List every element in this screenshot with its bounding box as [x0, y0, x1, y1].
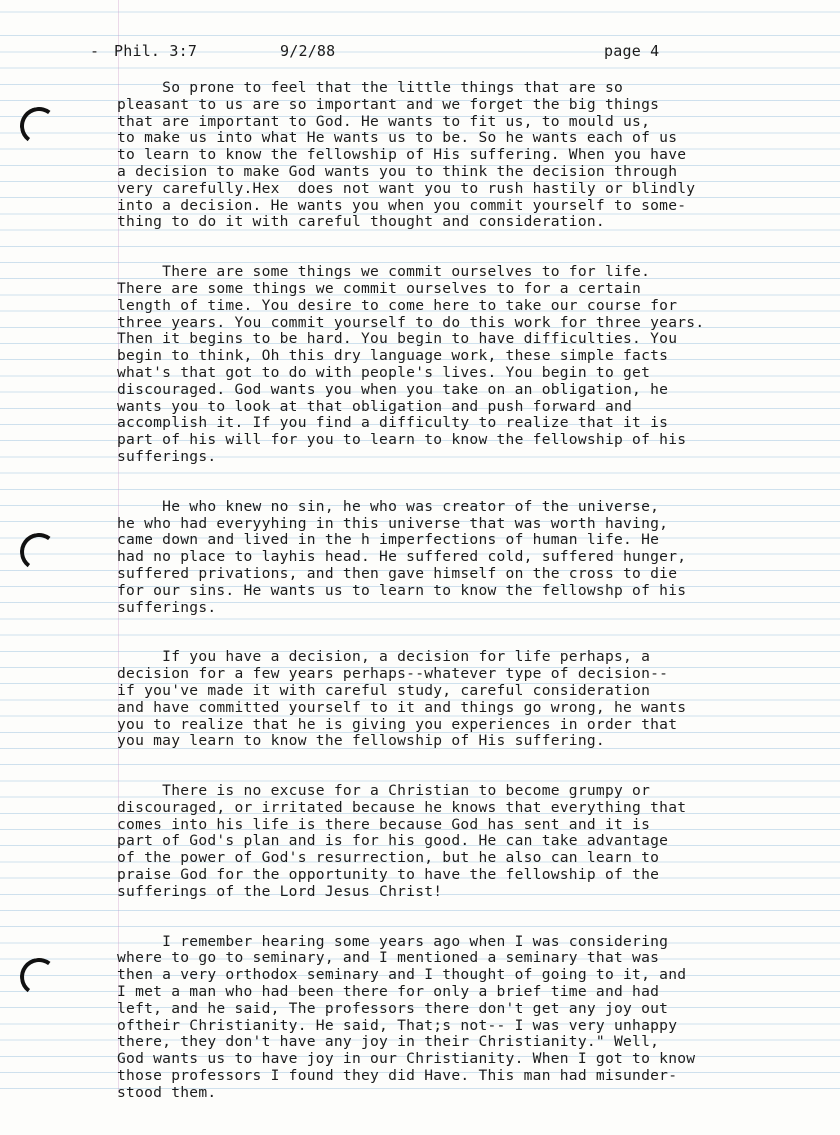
text-line: three years. You commit yourself to do this work for three years.	[117, 313, 705, 331]
text-line: left, and he said, The professors there don't get any joy out	[117, 999, 669, 1017]
text-line: discouraged. God wants you when you take on an obligation, he	[117, 380, 669, 398]
text-line: then a very orthodox seminary and I thought of going to it, and	[117, 966, 687, 984]
punch-hole	[18, 105, 61, 148]
text-line: very carefully.Hex does not want you to rush hastily or blindly	[117, 179, 696, 197]
text-line: there, they don't have any joy in their Christianity." Well,	[117, 1033, 660, 1051]
text-line: begin to think, Oh this dry language work, these simple facts	[117, 347, 669, 365]
text-line: comes into his life is there because God has sent and it is	[117, 815, 651, 833]
body-text	[117, 80, 797, 1135]
punch-hole	[18, 531, 61, 574]
text-line: and have committed yourself to it and things go wrong, he wants	[117, 698, 687, 716]
text-line: discouraged, or irritated because he knows that everything that	[117, 798, 687, 816]
punch-hole	[18, 956, 61, 999]
text-line: So prone to feel that the little things that are so	[117, 79, 624, 96]
text-line: There are some things we commit ourselves to for a certain	[117, 279, 642, 297]
text-line: God wants us to have joy in our Christianity. When I got to know	[117, 1050, 696, 1068]
page-number: page 4	[604, 42, 660, 60]
text-line: thing to do it with careful thought and consideration.	[117, 213, 605, 231]
text-line: sufferings of the Lord Jesus Christ!	[117, 882, 443, 900]
text-line: There is no excuse for a Christian to become grumpy or	[117, 782, 651, 800]
paragraph	[117, 934, 797, 1102]
text-line: he who had everyyhing in this universe that was worth having,	[117, 514, 669, 532]
text-line: for our sins. He wants us to learn to know the fellowshp of his	[117, 581, 687, 599]
text-line: If you have a decision, a decision for life perhaps, a	[117, 648, 651, 666]
text-line: part of God's plan and is for his good. He can take advantage	[117, 832, 669, 850]
text-line: I remember hearing some years ago when I was considering	[117, 932, 669, 950]
text-line: sufferings.	[117, 447, 217, 465]
text-line: those professors I found they did Have. This man had misunder-	[117, 1067, 678, 1085]
text-line: suffered privations, and then gave himself on the cross to die	[117, 564, 678, 582]
text-line: into a decision. He wants you when you commit yourself to some-	[117, 196, 687, 214]
text-line: if you've made it with careful study, careful consideration	[117, 681, 651, 699]
text-line: There are some things we commit ourselves to for life.	[117, 263, 651, 281]
text-line: part of his will for you to learn to know the fellowship of his	[117, 431, 687, 449]
text-line: oftheir Christianity. He said, That;s not-- I was very unhappy	[117, 1016, 678, 1034]
text-line: Then it begins to be hard. You begin to have difficulties. You	[117, 330, 678, 348]
header-dash: -	[90, 42, 100, 60]
paragraph	[117, 649, 797, 750]
text-line: came down and lived in the h imperfections of human life. He	[117, 531, 660, 549]
page-date: 9/2/88	[280, 42, 336, 60]
text-line: had no place to layhis head. He suffered cold, suffered hunger,	[117, 548, 687, 566]
text-line: where to go to seminary, and I mentioned a seminary that was	[117, 949, 660, 967]
text-line: you to realize that he is giving you experiences in order that	[117, 715, 678, 733]
text-line: decision for a few years perhaps--whatever type of decision--	[117, 665, 669, 683]
text-line: a decision to make God wants you to think the decision through	[117, 162, 678, 180]
text-line: length of time. You desire to come here to take our course for	[117, 296, 678, 314]
text-line: pleasant to us are so important and we forget the big things	[117, 95, 660, 113]
text-line: accomplish it. If you find a difficulty to realize that it is	[117, 414, 669, 432]
text-line: you may learn to know the fellowship of His suffering.	[117, 732, 605, 750]
text-line: to make us into what He wants us to be. So he wants each of us	[117, 129, 678, 147]
text-line: He who knew no sin, he who was creator of the universe,	[117, 497, 660, 515]
scripture-reference: Phil. 3:7	[114, 42, 198, 60]
paragraph	[117, 264, 797, 466]
text-line: of the power of God's resurrection, but he also can learn to	[117, 849, 660, 867]
paragraph	[117, 80, 797, 231]
text-line: sufferings.	[117, 598, 217, 616]
text-line: what's that got to do with people's lives. You begin to get	[117, 363, 651, 381]
text-line: to learn to know the fellowship of His suffering. When you have	[117, 146, 687, 164]
text-line: I met a man who had been there for only a brief time and had	[117, 983, 660, 1001]
paragraph	[117, 499, 797, 617]
text-line: that are important to God. He wants to fit us, to mould us,	[117, 112, 651, 130]
text-line: stood them.	[117, 1083, 217, 1101]
paragraph	[117, 783, 797, 901]
page-header	[90, 42, 790, 62]
text-line: wants you to look at that obligation and push forward and	[117, 397, 633, 415]
text-line: praise God for the opportunity to have the fellowship of the	[117, 866, 660, 884]
